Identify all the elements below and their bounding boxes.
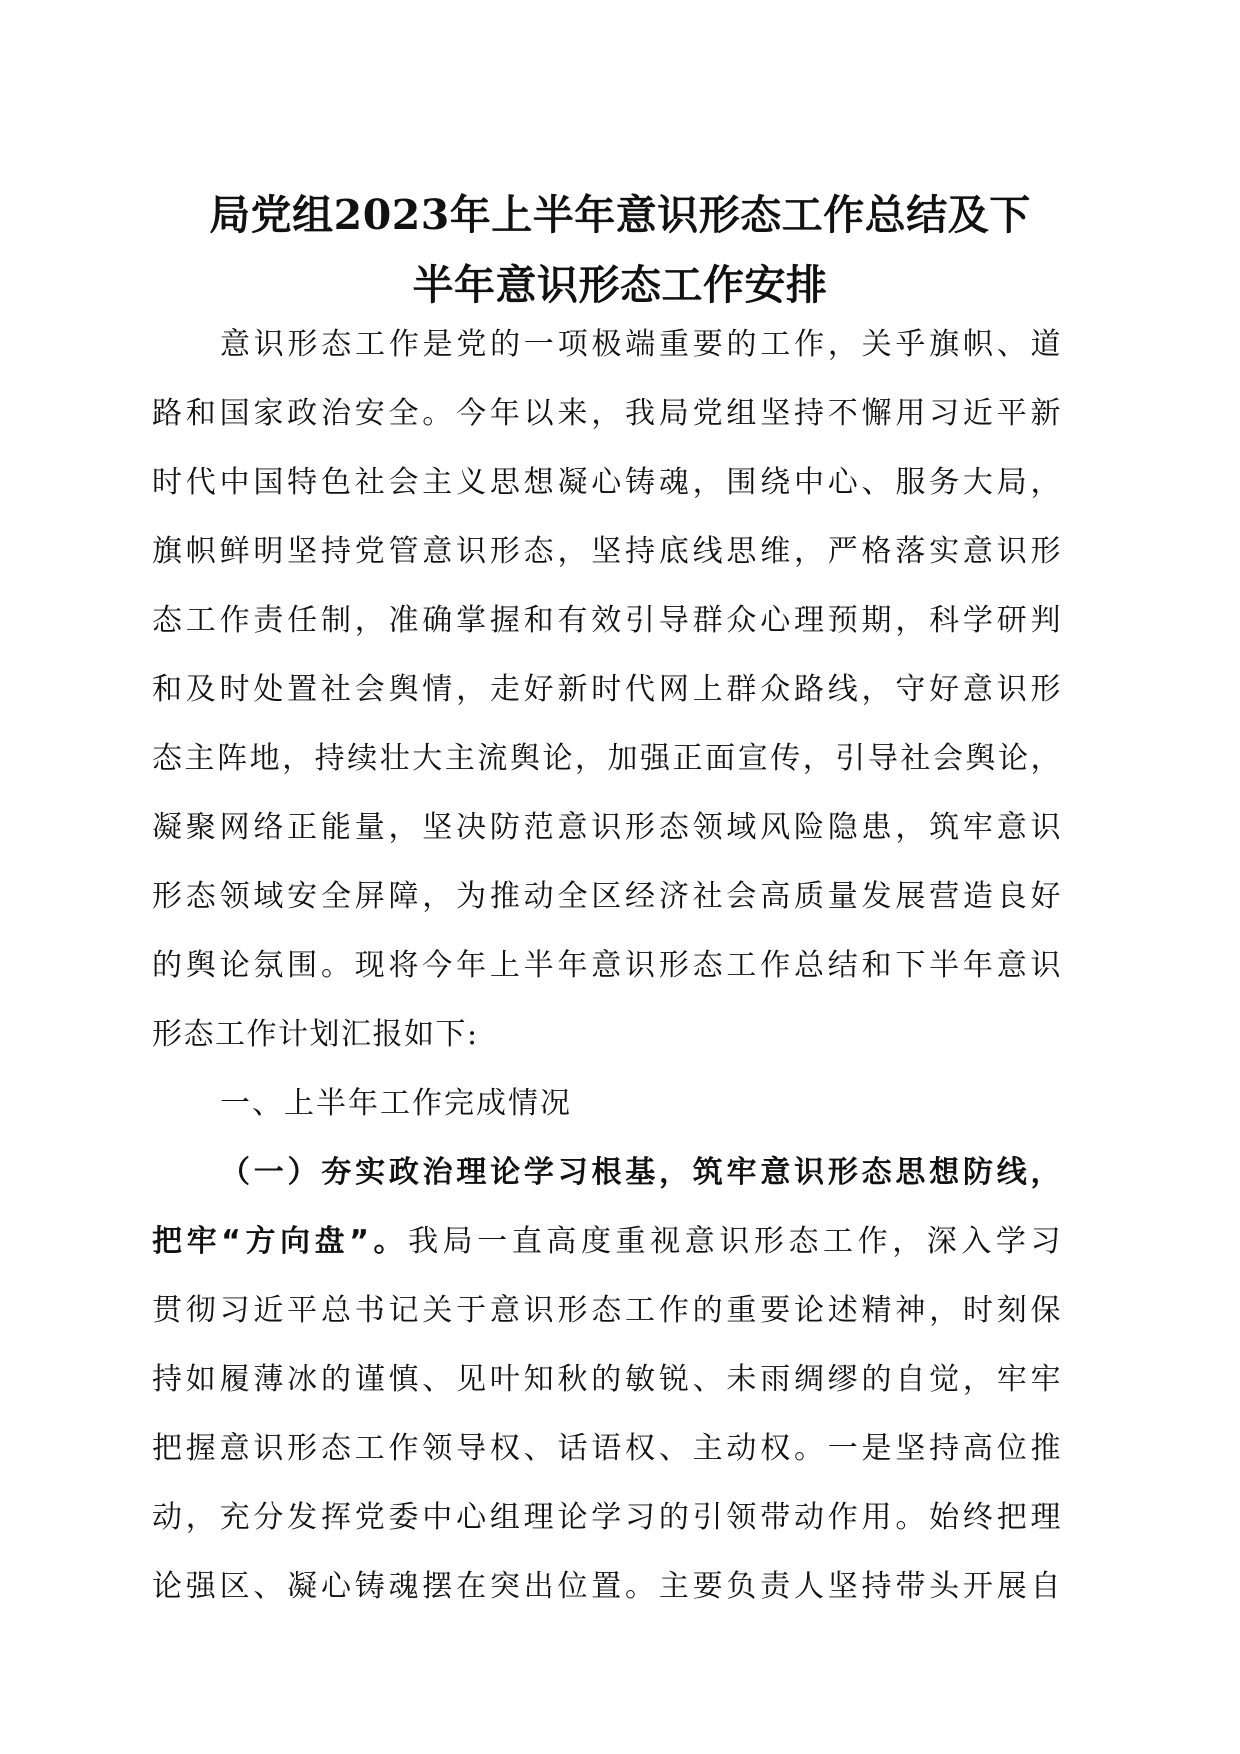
- paragraph-line: 旗帜鲜明坚持党管意识形态，坚持底线思维，严格落实意识形: [152, 534, 1062, 569]
- paragraph-line: 贯彻习近平总书记关于意识形态工作的重要论述精神，时刻保: [152, 1293, 1062, 1328]
- paragraph-line: 和及时处置社会舆情，走好新时代网上群众路线，守好意识形: [152, 672, 1062, 707]
- paragraph-line: 的舆论氛围。现将今年上半年意识形态工作总结和下半年意识: [152, 948, 1062, 983]
- paragraph-line: 凝聚网络正能量，坚决防范意识形态领域风险隐患，筑牢意识: [152, 810, 1062, 845]
- paragraph-line: 论强区、凝心铸魂摆在突出位置。主要负责人坚持带头开展自: [152, 1569, 1062, 1604]
- title-line-2: 半年意识形态工作安排: [412, 261, 828, 309]
- paragraph-line: 态主阵地，持续壮大主流舆论，加强正面宣传，引导社会舆论，: [152, 741, 1062, 776]
- paragraph-line: 时代中国特色社会主义思想凝心铸魂，围绕中心、服务大局，: [152, 465, 1062, 500]
- paragraph-line: 意识形态工作是党的一项极端重要的工作，关乎旗帜、道: [220, 327, 1062, 362]
- paragraph-line: 路和国家政治安全。今年以来，我局党组坚持不懈用习近平新: [152, 396, 1062, 431]
- section-heading: 一、上半年工作完成情况: [220, 1086, 572, 1121]
- subsection-heading-line: （一）夯实政治理论学习根基，筑牢意识形态思想防线，: [220, 1155, 1062, 1190]
- paragraph-line: 动，充分发挥党委中心组理论学习的引领带动作用。始终把理: [152, 1500, 1062, 1535]
- subsection-body-start: 我局一直高度重视意识形态工作，深入学习: [408, 1224, 1063, 1259]
- document-title: [150, 180, 1090, 320]
- title-line-1: 局党组2023年上半年意识形态工作总结及下: [209, 191, 1031, 239]
- paragraph-line: 形态领域安全屏障，为推动全区经济社会高质量发展营造良好: [152, 879, 1062, 914]
- paragraph-line: 把握意识形态工作领导权、话语权、主动权。一是坚持高位推: [152, 1431, 1062, 1466]
- subsection-heading-tail: 把牢“方向盘”。: [152, 1224, 409, 1259]
- paragraph-line: [152, 1207, 1062, 1276]
- paragraph-line: 持如履薄冰的谨慎、见叶知秋的敏锐、未雨绸缪的自觉，牢牢: [152, 1362, 1062, 1397]
- document-body: [152, 310, 1062, 1621]
- paragraph-line: 形态工作计划汇报如下:: [152, 1017, 479, 1052]
- subsection-paragraph: [152, 1138, 1062, 1621]
- paragraph-line: 态工作责任制，准确掌握和有效引导群众心理预期，科学研判: [152, 603, 1062, 638]
- intro-paragraph: [152, 310, 1062, 1069]
